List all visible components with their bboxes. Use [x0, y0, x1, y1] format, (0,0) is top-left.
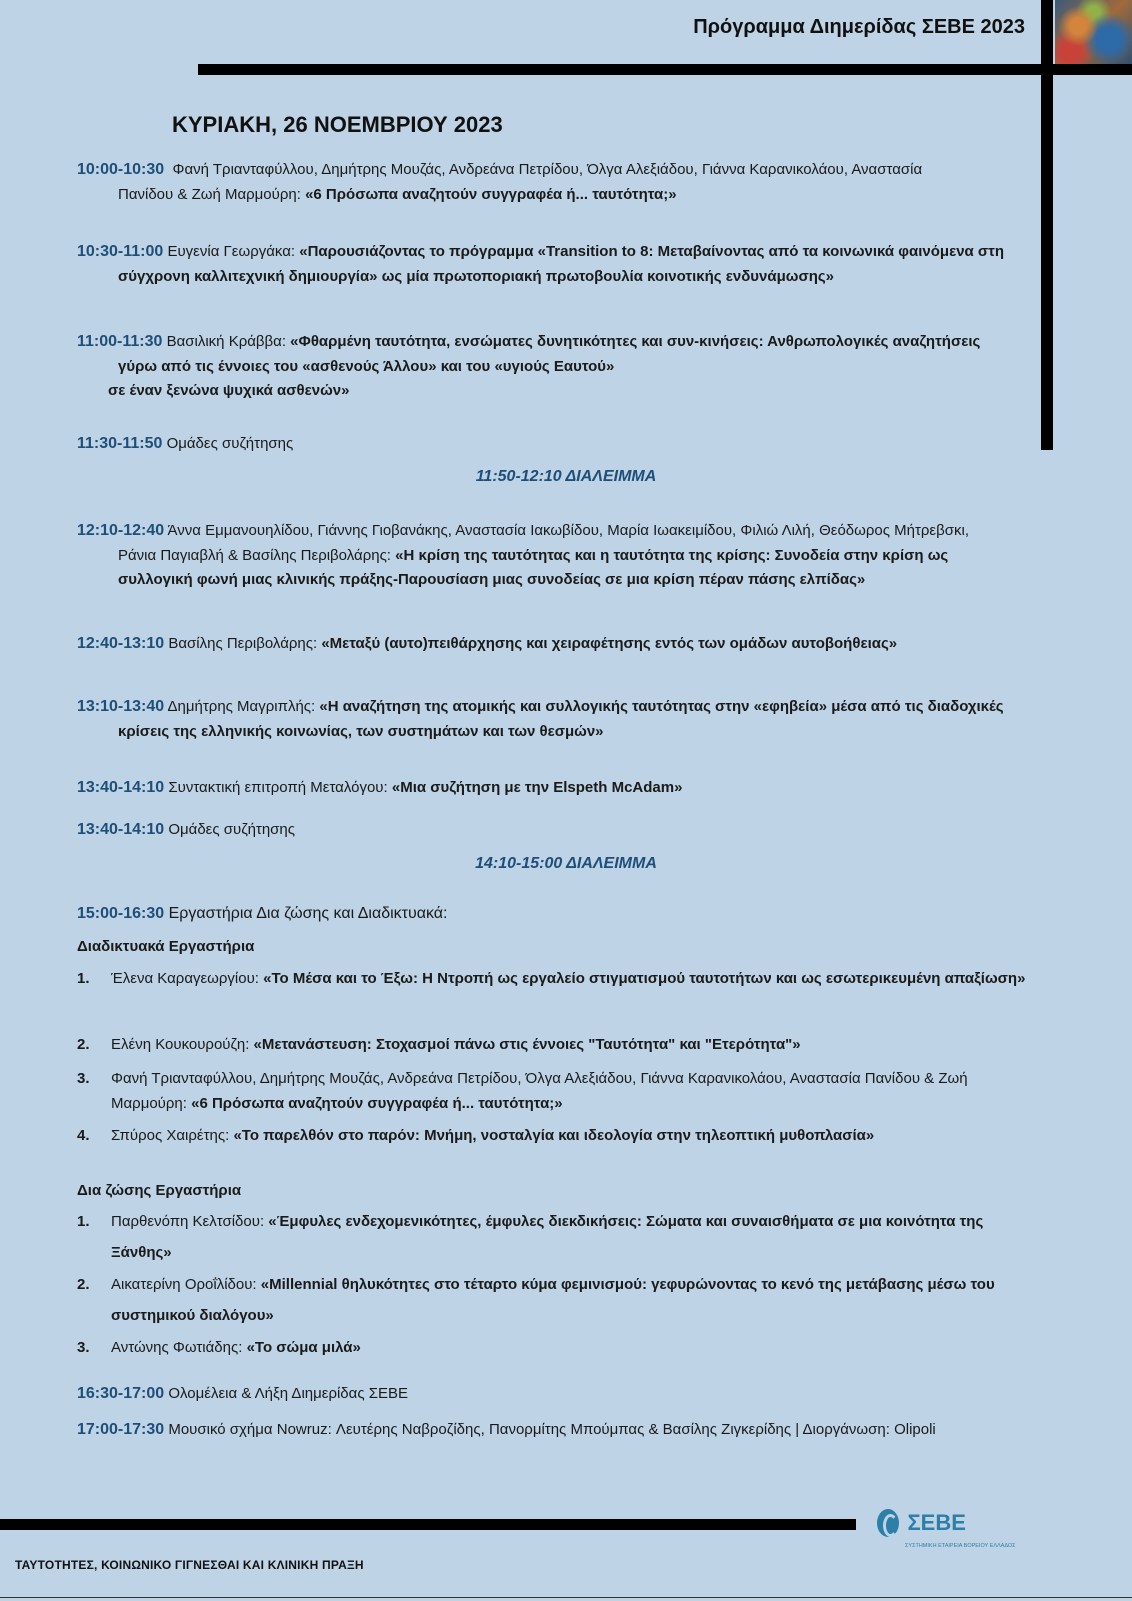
- entry-time: 13:10-13:40: [77, 698, 165, 715]
- list-item: [77, 1029, 1037, 1060]
- break-label: 11:50-12:10 ΔΙΑΛΕΙΜΜΑ: [475, 468, 657, 485]
- entry-speakers: Βασιλική Κράββα:: [166, 333, 291, 350]
- list-item: [77, 1269, 1037, 1331]
- footer-title: ΤΑΥΤΟΤΗΤΕΣ, ΚΟΙΝΩΝΙΚΟ ΓΙΓΝΕΣΘΑΙ ΚΑΙ ΚΛΙΝΙΚΗ ΠΡΑΞΗ: [15, 1558, 364, 1572]
- entry-speakers: Ράνια Παγιαβλή & Βασίλης Περιβολάρης:: [118, 546, 396, 564]
- entry-time: 12:10-12:40: [77, 522, 165, 539]
- workshop-speaker: Σπύρος Χαιρέτης:: [111, 1127, 234, 1144]
- workshop-title: «Μετανάστευση: Στοχασμοί πάνω στις έννοιες "Ταυτότητα" και "Ετερότητα"»: [253, 1036, 801, 1053]
- list-number: 1.: [77, 970, 90, 987]
- entry-speakers: Πανίδου & Ζωή Μαρμούρη:: [118, 185, 306, 203]
- list-number: 2.: [77, 1036, 90, 1053]
- list-number: 3.: [77, 1070, 90, 1087]
- entry-time: 11:00-11:30: [77, 333, 163, 350]
- entry-description: Ολομέλεια & Λήξη Διημερίδας ΣΕΒΕ: [168, 1385, 409, 1402]
- workshop-title: «Το παρελθόν στο παρόν: Μνήμη, νοσταλγία και ιδεολογία στην τηλεοπτική μυθοπλασία»: [233, 1127, 875, 1144]
- entry-time: 10:00-10:30: [77, 161, 165, 178]
- entry-speakers: Συντακτική επιτροπή Μεταλόγου:: [168, 779, 392, 796]
- footer-divider: [0, 1597, 1132, 1598]
- schedule-entry: [77, 818, 1037, 843]
- bottom-divider-bar: [0, 1519, 856, 1530]
- workshop-title: «Το σώμα μιλά»: [246, 1339, 361, 1356]
- entry-description: Ομάδες συζήτησης: [168, 821, 296, 838]
- schedule-entry: [77, 519, 1037, 593]
- entry-speakers: Άννα Εμμανουηλίδου, Γιάννης Γιοβανάκης, Αναστασία Ιακωβίδου, Μαρία Ιωακειμίδου, Φιλιώ Λιλή, Θεόδωρος Μήτρεβσκι,: [167, 522, 970, 539]
- list-number: 3.: [77, 1339, 90, 1356]
- entry-talk-title-cont: κρίσεις της ελληνικής κοινωνίας, των συστημάτων και των θεσμών»: [118, 722, 604, 740]
- workshop-speaker: Παρθενόπη Κελτσίδου:: [111, 1213, 269, 1230]
- entry-talk-title: «Η κρίση της ταυτότητας και η ταυτότητα της κρίσης: Συνοδεία στην κρίση ως: [395, 546, 949, 564]
- schedule-entry: [77, 432, 1037, 457]
- entry-description: Ομάδες συζήτησης: [166, 435, 294, 452]
- entry-talk-title: «Η αναζήτηση της ατομικής και συλλογικής ταυτότητας στην «εφηβεία» μέσα από τις διαδοχικές: [319, 698, 1004, 715]
- entry-talk-title: «6 Πρόσωπα αναζητούν συγγραφέα ή... ταυτότητα;»: [305, 185, 677, 203]
- entry-time: 13:40-14:10: [77, 821, 165, 838]
- entry-time: 10:30-11:00: [77, 243, 164, 260]
- list-number: 1.: [77, 1213, 90, 1230]
- sebe-logo-subtitle: ΣΥΣΤΗΜΙΚΗ ΕΤΑΙΡΕΙΑ ΒΟΡΕΙΟΥ ΕΛΛΑΔΟΣ: [905, 1543, 1016, 1549]
- entry-talk-title: «Μια συζήτηση με την Elspeth McAdam»: [391, 779, 683, 796]
- sebe-logo: [877, 1509, 1016, 1549]
- entry-talk-title-cont: σε έναν ξενώνα ψυχικά ασθενών»: [108, 382, 350, 399]
- entry-talk-title-cont: σύγχρονη καλλιτεχνική δημιουργία» ως μία πρωτοποριακή πρωτοβουλία κοινοτικής ενδυνάμωσης»: [118, 267, 835, 285]
- list-item: [77, 1332, 1037, 1363]
- online-workshops-heading: Διαδικτυακά Εργαστήρια: [77, 938, 255, 955]
- entry-speakers: Ευγενία Γεωργάκα:: [167, 243, 300, 260]
- list-item: [77, 1066, 1037, 1116]
- inperson-workshops-heading: Δια ζώσης Εργαστήρια: [77, 1182, 242, 1199]
- schedule-entry: [77, 1418, 1037, 1443]
- entry-speakers: Δημήτρης Μαγριπλής:: [167, 698, 320, 715]
- day-title: ΚΥΡΙΑΚΗ, 26 ΝΟΕΜΒΡΙΟΥ 2023: [172, 112, 503, 137]
- entry-talk-title-cont: γύρω από τις έννοιες του «ασθενούς Άλλου» και του «υγιούς Εαυτού»: [118, 357, 615, 375]
- workshop-title: «6 Πρόσωπα αναζητούν συγγραφέα ή... ταυτότητα;»: [191, 1095, 563, 1112]
- entry-time: 13:40-14:10: [77, 779, 165, 796]
- entry-talk-title-cont: συλλογική φωνή μιας κλινικής πράξης-Παρουσίαση μιας συνοδείας σε μια κρίση πέραν πάσης ελπίδας»: [118, 571, 866, 588]
- workshop-speaker: Φανή Τριανταφύλλου, Δημήτρης Μουζάς, Ανδρεάνα Πετρίδου, Όλγα Αλεξιάδου, Γιάννα Καρανικολάου, Αναστασία Πανίδου & Ζωή Μαρμούρη:: [111, 1070, 968, 1112]
- entry-talk-title: «Παρουσιάζοντας το πρόγραμμα «Transition to 8: Μεταβαίνοντας από τα κοινωνικά φαινόμενα στη: [299, 243, 1005, 260]
- schedule-entry: [77, 695, 1037, 744]
- break-label: 14:10-15:00 ΔΙΑΛΕΙΜΜΑ: [475, 855, 657, 872]
- workshop-title: «Millennial θηλυκότητες στο τέταρτο κύμα φεμινισμού: γεφυρώνοντας το κενό της μετάβασης μέσω του συστημικού διαλόγου»: [111, 1276, 995, 1324]
- entry-description: Μουσικό σχήμα Nowruz: Λευτέρης Ναβροζίδης, Πανορμίτης Μπούμπας & Βασίλης Ζιγκερίδης | Διοργάνωση: Olipoli: [168, 1421, 936, 1438]
- workshop-speaker: Αντώνης Φωτιάδης:: [111, 1339, 247, 1356]
- entry-time: 17:00-17:30: [77, 1421, 165, 1438]
- right-vertical-bar: [1041, 0, 1053, 450]
- schedule-entry: [77, 330, 1037, 404]
- workshop-speaker: Αικατερίνη Οροΐλίδου:: [111, 1276, 261, 1293]
- list-number: 4.: [77, 1127, 90, 1144]
- workshop-title: «Έμφυλες ενδεχομενικότητες, έμφυλες διεκδικήσεις: Σώματα και συναισθήματα σε μια κοινότητα της Ξάνθης»: [111, 1213, 984, 1261]
- page-header-title: Πρόγραμμα Διημερίδας ΣΕΒΕ 2023: [693, 16, 1025, 38]
- entry-time: 12:40-13:10: [77, 635, 165, 652]
- list-item: [77, 963, 1037, 994]
- entry-speakers: Φανή Τριανταφύλλου, Δημήτρης Μουζάς, Ανδρεάνα Πετρίδου, Όλγα Αλεξιάδου, Γιάννα Καρανικολάου, Αναστασία: [172, 161, 923, 178]
- list-number: 2.: [77, 1276, 90, 1293]
- schedule-entry: [77, 776, 1037, 801]
- entry-time: 15:00-16:30: [77, 905, 165, 922]
- entry-speakers: Βασίλης Περιβολάρης:: [168, 635, 322, 652]
- schedule-entry: [77, 240, 1037, 289]
- entry-talk-title: «Φθαρμένη ταυτότητα, ενσώματες δυνητικότητες και συν-κινήσεις: Ανθρωπολογικές αναζητήσεις: [290, 333, 981, 350]
- entry-time: 11:30-11:50: [77, 435, 163, 452]
- list-item: [77, 1120, 1037, 1151]
- workshop-speaker: Έλενα Καραγεωργίου:: [111, 970, 264, 987]
- schedule-entry: [77, 632, 1037, 657]
- list-item: [77, 1206, 1037, 1268]
- entry-time: 16:30-17:00: [77, 1385, 165, 1402]
- schedule-entry: [77, 902, 1037, 927]
- schedule-entry: [77, 158, 1037, 207]
- workshop-title: «Το Μέσα και το Έξω: Η Ντροπή ως εργαλείο στιγματισμού ταυτοτήτων και ως εσωτερικευμένη απαξίωση»: [263, 970, 1026, 987]
- workshop-speaker: Ελένη Κουκουρούζη:: [111, 1036, 254, 1053]
- entry-description: Εργαστήρια Δια ζώσης και Διαδικτυακά:: [168, 905, 448, 922]
- sebe-logo-word: ΣΕΒΕ: [907, 1510, 966, 1535]
- entry-talk-title: «Μεταξύ (αυτο)πειθάρχησης και χειραφέτησης εντός των ομάδων αυτοβοήθειας»: [321, 635, 898, 652]
- sebe-logo-icon: [877, 1509, 899, 1537]
- corner-artwork-image: [1055, 0, 1132, 65]
- top-divider-bar: [198, 64, 1132, 75]
- schedule-entry: [77, 1382, 1037, 1407]
